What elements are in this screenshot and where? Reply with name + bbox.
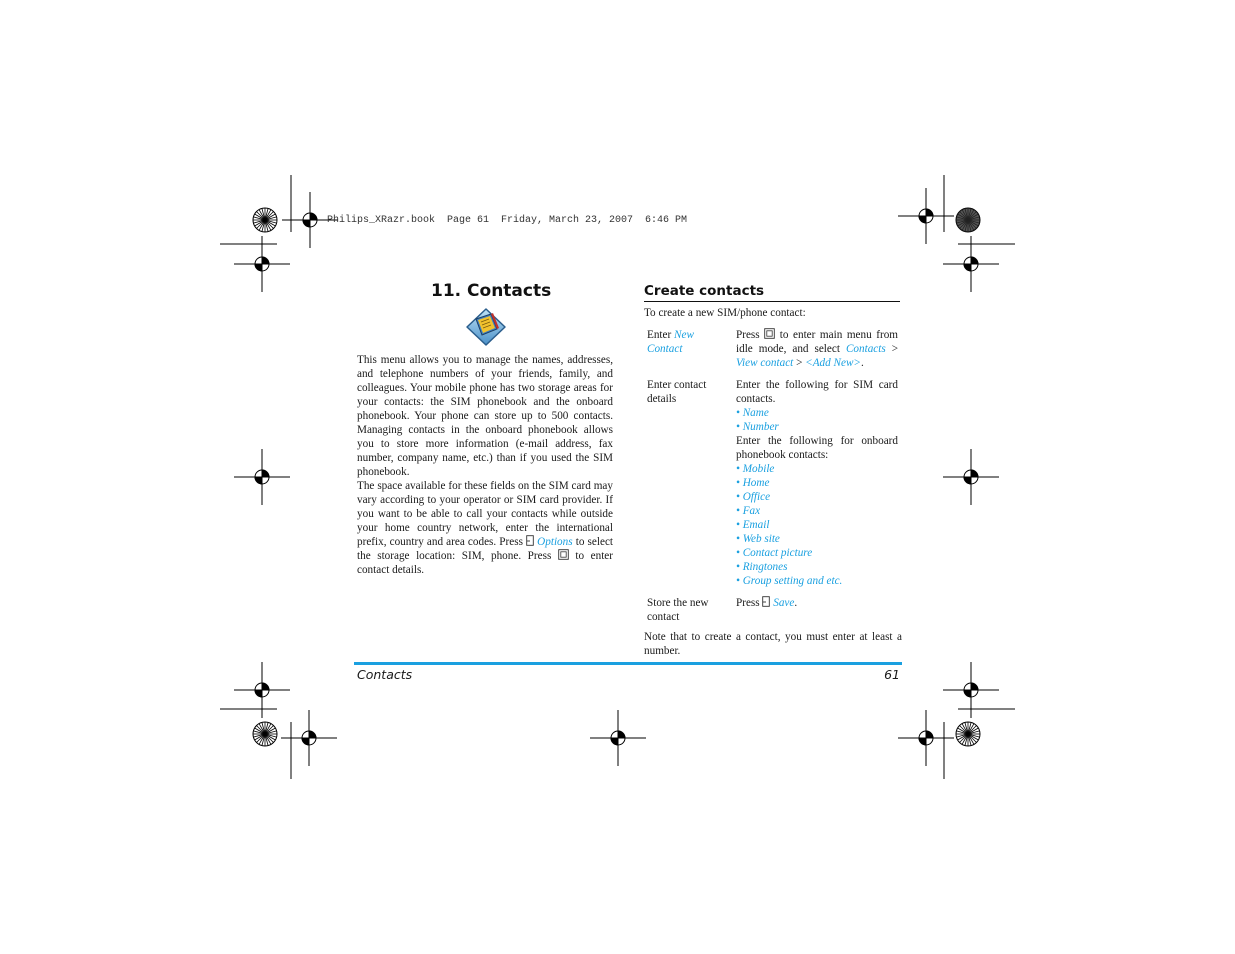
registration-target-icon (943, 449, 999, 505)
menu-separator: > (891, 343, 898, 355)
footer-rule (354, 662, 902, 665)
onboard-field-list (736, 462, 898, 588)
registration-target-icon (943, 662, 999, 718)
step-label-store-contact: Store the new contact (647, 597, 709, 623)
registration-target-icon (234, 662, 290, 718)
field-ringtones[interactable]: • Ringtones (736, 561, 788, 573)
starburst-mark-icon (253, 208, 277, 232)
left-softkey-icon (526, 535, 534, 546)
registration-target-icon (898, 710, 954, 766)
storage-text-c: to enter contact details. (357, 550, 613, 576)
menu-separator: > (796, 357, 803, 369)
contacts-book-icon (464, 307, 508, 347)
onboard-fields-intro: Enter the following for onboard phonebook contacts: (736, 435, 898, 461)
step-desc-text-b: to enter main menu from idle mode, and select (736, 329, 899, 355)
ok-key-icon (558, 549, 569, 560)
field-name[interactable]: • Name (736, 407, 769, 419)
field-email[interactable]: • Email (736, 519, 770, 531)
footer-page-number: 61 (884, 667, 900, 682)
new-contact-link[interactable]: New Contact (647, 329, 694, 355)
step-desc-end: . (794, 597, 798, 609)
registration-target-icon (281, 710, 337, 766)
add-new-link[interactable]: <Add New> (805, 357, 861, 369)
step-label-text: Enter (647, 329, 672, 341)
sim-field-list (736, 406, 898, 434)
footer-section-name: Contacts (357, 667, 413, 682)
step-desc-store-contact (736, 596, 898, 610)
create-intro: To create a new SIM/phone contact: (644, 307, 806, 319)
chapter-title: 11. Contacts (431, 281, 552, 301)
field-web-site[interactable]: • Web site (736, 533, 780, 545)
starburst-mark-icon (956, 208, 980, 232)
field-group-setting[interactable]: • Group setting and etc. (736, 575, 843, 587)
storage-text-a: The space available for these fields on the SIM card may vary according to your operator or SIM card provider. If you want to be able to call your contacts while outside your home country network, enter the international prefix, country and area codes. Press (357, 480, 613, 548)
field-home[interactable]: • Home (736, 477, 770, 489)
registration-target-icon (234, 449, 290, 505)
storage-paragraph (357, 479, 613, 577)
step-desc-text-a: Press (736, 597, 760, 609)
starburst-mark-icon (253, 722, 277, 746)
step-desc-end: . (860, 357, 864, 369)
section-title: Create contacts (644, 283, 900, 302)
view-contact-link[interactable]: View contact (736, 357, 794, 369)
step-label-new-contact (647, 328, 727, 356)
contacts-menu-link[interactable]: Contacts (845, 343, 886, 355)
step-desc-contact-details (736, 378, 898, 588)
field-contact-picture[interactable]: • Contact picture (736, 547, 813, 559)
step-label-contact-details: Enter contact details (647, 379, 707, 405)
print-header: Philips_XRazr.book Page 61 Friday, March 23, 2007 6:46 PM (327, 215, 688, 226)
save-link[interactable]: Save (773, 597, 795, 609)
step-desc-text-a: Press (736, 329, 760, 341)
starburst-mark-icon (956, 722, 980, 746)
note-text: Note that to create a contact, you must enter at least a number. (644, 631, 902, 657)
sim-fields-intro: Enter the following for SIM card contacts. (736, 379, 898, 405)
step-desc-new-contact (736, 328, 898, 370)
field-office[interactable]: • Office (736, 491, 771, 503)
intro-paragraph: This menu allows you to manage the names, addresses, and telephone numbers of your friends, family, and colleagues. Your mobile phone has two storage areas for your contacts: the SIM phonebook and the onboard phonebook. Your phone can store up to 500 contacts. Managing contacts in the onboard phonebook allows you to store more information (e-mail address, fax number, company name, etc.) than if you used the SIM phonebook. (357, 354, 613, 478)
left-softkey-icon (762, 596, 770, 607)
contacts-description (357, 353, 613, 577)
field-number[interactable]: • Number (736, 421, 779, 433)
storage-text-b: to select the storage location: SIM, phone. Press (357, 536, 614, 562)
registration-target-icon (898, 188, 954, 244)
field-mobile[interactable]: • Mobile (736, 463, 775, 475)
registration-target-icon (590, 710, 646, 766)
options-link[interactable]: Options (537, 536, 573, 548)
ok-key-icon (764, 328, 775, 339)
field-fax[interactable]: • Fax (736, 505, 761, 517)
